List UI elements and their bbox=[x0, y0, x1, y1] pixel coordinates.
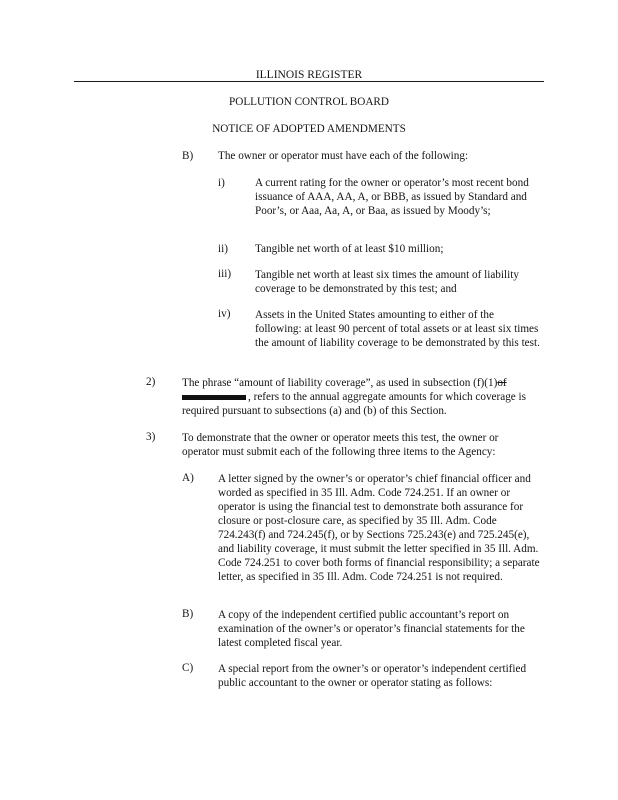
item-iv-label: iv) bbox=[218, 308, 231, 320]
item-c-text: A special report from the owner’s or operator’s independent certified public accountant to the owner or operator stating as follows: bbox=[218, 663, 527, 689]
item-2-struck-text: of bbox=[497, 377, 507, 389]
item-b-text: The owner or operator must have each of the following: bbox=[218, 150, 469, 162]
item-2-label: 2) bbox=[146, 376, 156, 388]
item-2-text-b: , refers to the annual aggregate amounts for which coverage is required pursuant to subsections (a) and (b) of this Section. bbox=[182, 391, 527, 417]
redaction-mark bbox=[182, 395, 246, 400]
item-a-text: A letter signed by the owner’s or operator’s chief financial officer and worded as specified in 35 Ill. Adm. Code 724.251. If an owner or operator is using the financial test to demonstrate both assurance for closure or post-closure care, as specified by 35 Ill. Adm. Code 724.243(f) and 724.245(f), or by Sections 725.243(e) and 725.245(e), and liability coverage, it must submit the letter specified in 35 Ill. Adm. Code 724.251 to cover both forms of financial responsibility; a separate letter, as specified in 35 Ill. Adm. Code 724.251 is not required. bbox=[218, 473, 540, 583]
item-2-paragraph bbox=[182, 376, 544, 418]
item-b-label: B) bbox=[182, 150, 194, 162]
item-c-label: C) bbox=[182, 662, 194, 674]
item-i-text: A current rating for the owner or operator’s most recent bond issuance of AAA, AA, A, or BBB, as issued by Standard and Poor’s, or Aaa, Aa, A, or Baa, as issued by Moody’s; bbox=[255, 177, 529, 217]
agency-title: POLLUTION CONTROL BOARD bbox=[229, 96, 389, 108]
item-iv-text: Assets in the United States amounting to either of the following: at least 90 percent of total assets or at least six times the amount of liability coverage to be demonstrated by this test. bbox=[255, 309, 540, 349]
item-b2-label: B) bbox=[182, 608, 194, 620]
item-b2-text: A copy of the independent certified public accountant’s report on examination of the owner’s or operator’s financial statements for the latest completed fiscal year. bbox=[218, 609, 525, 649]
item-2-text-a: The phrase “amount of liability coverage”, as used in subsection (f)(1) bbox=[182, 377, 498, 389]
item-i-label: i) bbox=[218, 177, 225, 189]
item-ii-text: Tangible net worth of at least $10 million; bbox=[255, 243, 444, 255]
notice-title: NOTICE OF ADOPTED AMENDMENTS bbox=[212, 123, 406, 135]
item-iii-label: iii) bbox=[218, 268, 232, 280]
item-iii-text: Tangible net worth at least six times the amount of liability coverage to be demonstrated by this test; and bbox=[255, 269, 519, 295]
header-rule bbox=[74, 81, 544, 82]
item-a-label: A) bbox=[182, 472, 194, 484]
register-title: ILLINOIS REGISTER bbox=[255, 69, 363, 81]
item-ii-label: ii) bbox=[218, 243, 228, 255]
item-3-label: 3) bbox=[146, 431, 156, 443]
item-3-text: To demonstrate that the owner or operator meets this test, the owner or operator must submit each of the following three items to the Agency: bbox=[182, 432, 499, 458]
